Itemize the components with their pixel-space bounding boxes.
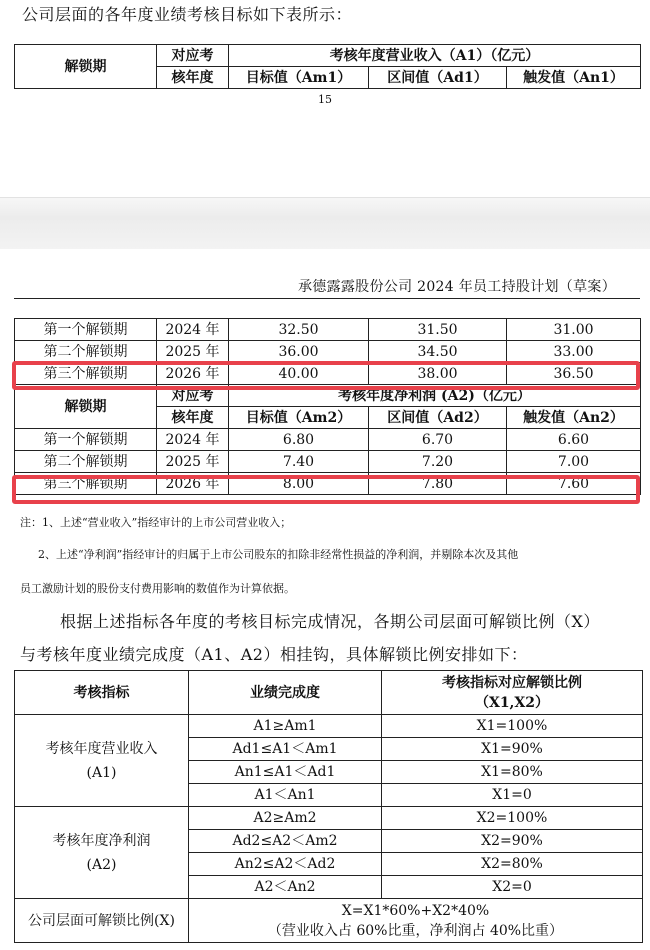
completion-cell: Ad2≤A2＜Am2: [189, 830, 382, 853]
indicator-header: 考核指标: [15, 671, 189, 715]
note-1: 注：1、上述“营业收入”指经审计的上市公司营业收入；: [20, 516, 292, 529]
unlock-period-header: 解锁期: [15, 385, 157, 429]
year-header-line1: 对应考: [157, 385, 229, 407]
unlock-ratio-table: [14, 670, 643, 943]
completion-cell: Ad1≤A1＜Am1: [189, 738, 382, 761]
profit-indicator-cell: [15, 807, 189, 899]
ratio-header-line2: （X1,X2）: [474, 694, 550, 711]
completion-cell: An2≤A2＜Ad2: [189, 853, 382, 876]
year-header-line2: 核年度: [157, 67, 229, 89]
completion-cell: A1＜An1: [189, 784, 382, 807]
range-cell: 7.80: [369, 473, 507, 495]
unlock-period-header: 解锁期: [15, 45, 157, 89]
header-rule: [14, 298, 640, 299]
year-cell: 2025 年: [157, 451, 229, 473]
range-cell: 31.50: [369, 319, 507, 341]
range-col-header: 区间值（Ad2）: [369, 407, 507, 429]
revenue-indicator-code: (A1): [86, 764, 117, 781]
paragraph-line-2: 与考核年度业绩完成度（A1、A2）相挂钩，具体解锁比例安排如下：: [20, 645, 528, 664]
page-gap: [0, 197, 650, 249]
highlight-box-profit-2026: [12, 475, 640, 504]
completion-cell: A2≥Am2: [189, 807, 382, 830]
ratio-cell: X2=90%: [382, 830, 643, 853]
trigger-cell: 6.60: [507, 429, 641, 451]
page-gap-edge: [0, 197, 650, 198]
ratio-cell: X2=100%: [382, 807, 643, 830]
document-header: 承德露露股份公司 2024 年员工持股计划（草案）: [297, 279, 616, 295]
targets-table: [14, 318, 641, 495]
completion-cell: A1≥Am1: [189, 715, 382, 738]
ratio-cell: X2=80%: [382, 853, 643, 876]
trigger-cell: 31.00: [507, 319, 641, 341]
year-cell: 2024 年: [157, 319, 229, 341]
year-cell: 2024 年: [157, 429, 229, 451]
target-cell: 32.50: [229, 319, 369, 341]
table-row: [15, 319, 641, 341]
ratio-cell: X1=100%: [382, 715, 643, 738]
intro-text: 公司层面的各年度业绩考核目标如下表所示：: [22, 5, 353, 24]
company-ratio-label: 公司层面可解锁比例(X): [15, 899, 189, 943]
ratio-cell: X1=80%: [382, 761, 643, 784]
note-2: 2、上述“净利润”指经审计的归属于上市公司股东的扣除非经常性损益的净利润，并剔除本次及其他: [38, 548, 519, 561]
range-col-header: 区间值（Ad1）: [369, 67, 507, 89]
revenue-indicator-cell: [15, 715, 189, 807]
trigger-cell: 33.00: [507, 341, 641, 363]
target-cell: 6.80: [229, 429, 369, 451]
target-col-header: 目标值（Am1）: [229, 67, 369, 89]
ratio-cell: X1=0: [382, 784, 643, 807]
table-row: [15, 429, 641, 451]
range-cell: 7.20: [369, 451, 507, 473]
revenue-indicator-label: 考核年度营业收入: [45, 740, 158, 757]
profit-indicator-label: 考核年度净利润: [52, 832, 151, 849]
ratio-header: [382, 671, 643, 715]
note-3: 员工激励计划的股份支付费用影响的数值作为计算依据。: [20, 582, 295, 595]
year-cell: 2025 年: [157, 341, 229, 363]
ratio-cell: X2=0: [382, 876, 643, 899]
target-cell: 8.00: [229, 473, 369, 495]
revenue-header-table: [14, 44, 641, 89]
trigger-col-header: 触发值（An2）: [507, 407, 641, 429]
highlight-box-revenue-2026: [12, 361, 640, 390]
range-cell: 34.50: [369, 341, 507, 363]
company-ratio-weights: （营业收入占 60%比重，净利润占 40%比重）: [267, 922, 564, 939]
period-cell: 第二个解锁期: [15, 341, 157, 363]
year-cell: 2026 年: [157, 473, 229, 495]
period-cell: 第一个解锁期: [15, 429, 157, 451]
target-cell: 7.40: [229, 451, 369, 473]
completion-cell: An1≤A1＜Ad1: [189, 761, 382, 784]
table-row: [15, 341, 641, 363]
ratio-header-line1: 考核指标对应解锁比例: [442, 674, 582, 691]
target-cell: 40.00: [229, 363, 369, 385]
year-header-line2: 核年度: [157, 407, 229, 429]
paragraph-line-1: 根据上述指标各年度的考核目标完成情况，各期公司层面可解锁比例（X）: [60, 612, 600, 631]
revenue-group-title: 考核年度营业收入（A1）（亿元）: [229, 45, 641, 67]
trigger-col-header: 触发值（An1）: [507, 67, 641, 89]
completion-cell: A2＜An2: [189, 876, 382, 899]
year-cell: 2026 年: [157, 363, 229, 385]
target-col-header: 目标值（Am2）: [229, 407, 369, 429]
trigger-cell: 7.00: [507, 451, 641, 473]
period-cell: 第二个解锁期: [15, 451, 157, 473]
year-header-line1: 对应考: [157, 45, 229, 67]
period-cell: 第三个解锁期: [15, 473, 157, 495]
page-number: 15: [318, 93, 332, 106]
trigger-cell: 36.50: [507, 363, 641, 385]
ratio-cell: X1=90%: [382, 738, 643, 761]
range-cell: 38.00: [369, 363, 507, 385]
period-cell: 第一个解锁期: [15, 319, 157, 341]
profit-indicator-code: (A2): [86, 856, 117, 873]
completion-header: 业绩完成度: [189, 671, 382, 715]
company-ratio-formula: X=X1*60%+X2*40%: [341, 902, 490, 919]
range-cell: 6.70: [369, 429, 507, 451]
period-cell: 第三个解锁期: [15, 363, 157, 385]
table-row: [15, 451, 641, 473]
profit-group-title: 考核年度净利润 (A2)（亿元）: [229, 385, 641, 407]
trigger-cell: 7.60: [507, 473, 641, 495]
target-cell: 36.00: [229, 341, 369, 363]
company-ratio-formula-cell: [189, 899, 643, 943]
